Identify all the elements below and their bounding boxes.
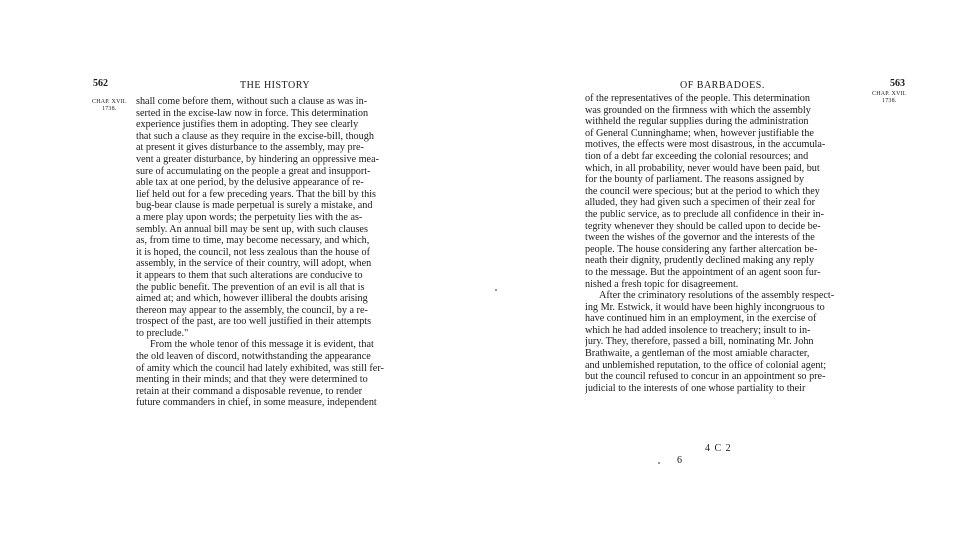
- text-line: ing Mr. Estwick, it would have been highly incongruous to: [585, 301, 825, 313]
- text-line: have continued him in an employment, in the exercise of: [585, 313, 817, 325]
- side-note-year: 1738.: [882, 98, 897, 104]
- right-running-head: OF BARBADOES.: [680, 80, 765, 91]
- left-page-number: 562: [93, 78, 108, 89]
- text-line: thereon may appear to the assembly, the council, by a re-: [136, 304, 368, 316]
- text-line: menting in their minds; and that they were determined to: [136, 374, 368, 386]
- text-line: future commanders in chief, in some measure, independent: [136, 397, 377, 409]
- text-line: neath their dignity, prudently declined making any reply: [585, 255, 815, 267]
- text-line: motives, the effects were most disastrous, in the accumula-: [585, 139, 826, 151]
- text-line: the public service, as to preclude all confidence in their in-: [585, 208, 825, 220]
- text-line: sure of accumulating on the people a great and insupport-: [136, 165, 371, 177]
- text-line: to the message. But the appointment of an agent soon fur-: [585, 266, 821, 278]
- text-line: able tax at one period, by the delusive appearance of re-: [136, 177, 364, 189]
- text-line: judicial to the interests of one whose partiality to their: [585, 382, 806, 394]
- left-running-head: THE HISTORY: [240, 80, 311, 91]
- left-side-note: [92, 99, 127, 113]
- text-line: assembly, in the service of their country, will adopt, when: [136, 258, 372, 270]
- text-line: serted in the excise-law now in force. This determination: [136, 107, 369, 119]
- text-line: jury. They, therefore, passed a bill, nominating Mr. John: [585, 336, 814, 348]
- side-note-year: 1738.: [102, 106, 117, 112]
- text-line: but the council refused to concur in an appointment so pre-: [585, 371, 826, 383]
- right-page-number: 563: [890, 78, 905, 89]
- side-note-chapter: CHAP. XVII.: [872, 91, 907, 97]
- text-line: at present it gives disturbance to the assembly, may pre-: [136, 142, 364, 154]
- text-line: retain at their command a disposable revenue, to render: [136, 385, 363, 397]
- text-line: to preclude.": [136, 327, 189, 339]
- text-line: tween the wishes of the governor and the interests of the: [585, 232, 815, 244]
- text-line: bug-bear clause is made perpetual is surely a mistake, and: [136, 200, 373, 212]
- text-line: was grounded on the firmness with which the assembly: [585, 104, 811, 116]
- right-text-block: [585, 93, 881, 394]
- text-line: of General Cunninghame; when, however justifiable the: [585, 127, 814, 139]
- text-line: and unblemished reputation, to the office of colonial agent;: [585, 359, 827, 371]
- text-line: the public benefit. The prevention of an evil is all that is: [136, 281, 365, 293]
- right-page: [490, 0, 980, 553]
- catchword: 6: [677, 455, 683, 466]
- text-line: a mere play upon words; the perpetuity lies with the as-: [136, 211, 363, 223]
- text-line: that such a clause as they require in the excise-bill, though: [136, 130, 374, 142]
- text-line: experience justifies them in adopting. They see clearly: [136, 119, 359, 131]
- side-note-chapter: CHAP. XVII.: [92, 99, 127, 105]
- text-line: the council were specious; but at the period to which they: [585, 185, 820, 197]
- scan-speck: [658, 462, 660, 464]
- text-line: for the bounty of parliament. The reasons assigned by: [585, 174, 805, 186]
- scan-speck: [495, 289, 497, 291]
- text-line: as, from time to time, may become necessary, and which,: [136, 235, 370, 247]
- text-line: After the criminatory resolutions of the assembly respect-: [599, 290, 835, 302]
- text-line: of amity which the council had lately exhibited, was still fer-: [136, 362, 384, 374]
- text-line: alluded, they had given such a specimen of their zeal for: [585, 197, 815, 209]
- text-line: lief held out for a few preceding years. That the bill by this: [136, 188, 376, 200]
- text-line: aimed at; and which, however illiberal the doubts arising: [136, 293, 368, 305]
- text-line: withheld the regular supplies during the administration: [585, 116, 809, 128]
- text-line: people. The house considering any farther altercation be-: [585, 243, 818, 255]
- text-line: the old leaven of discord, notwithstanding the appearance: [136, 351, 371, 363]
- text-line: shall come before them, without such a clause as was in-: [136, 96, 368, 107]
- text-line: which he had added insolence to treachery; insult to in-: [585, 324, 811, 336]
- text-line: From the whole tenor of this message it is evident, that: [150, 339, 374, 351]
- left-text-block: [136, 96, 432, 409]
- text-line: tegrity whenever they should be called upon to decide be-: [585, 220, 821, 232]
- text-line: which, in all probability, never would have been paid, but: [585, 162, 820, 174]
- text-line: of the representatives of the people. This determination: [585, 93, 810, 104]
- signature-mark: 4 C 2: [705, 443, 732, 454]
- text-line: Brathwaite, a gentleman of the most amiable character,: [585, 348, 810, 360]
- text-line: vent a greater disturbance, by hindering an oppressive mea-: [136, 153, 379, 165]
- text-line: tion of a debt far exceeding the colonial resources; and: [585, 150, 809, 162]
- text-line: nished a fresh topic for disagreement.: [585, 278, 739, 290]
- text-line: sembly. An annual bill may be sent up, with such clauses: [136, 223, 368, 235]
- text-line: trospect of the past, are too well justified in their attempts: [136, 316, 372, 328]
- text-line: it appears to them that such alterations are conducive to: [136, 269, 363, 281]
- text-line: it is hoped, the council, not less zealous than the house of: [136, 246, 370, 258]
